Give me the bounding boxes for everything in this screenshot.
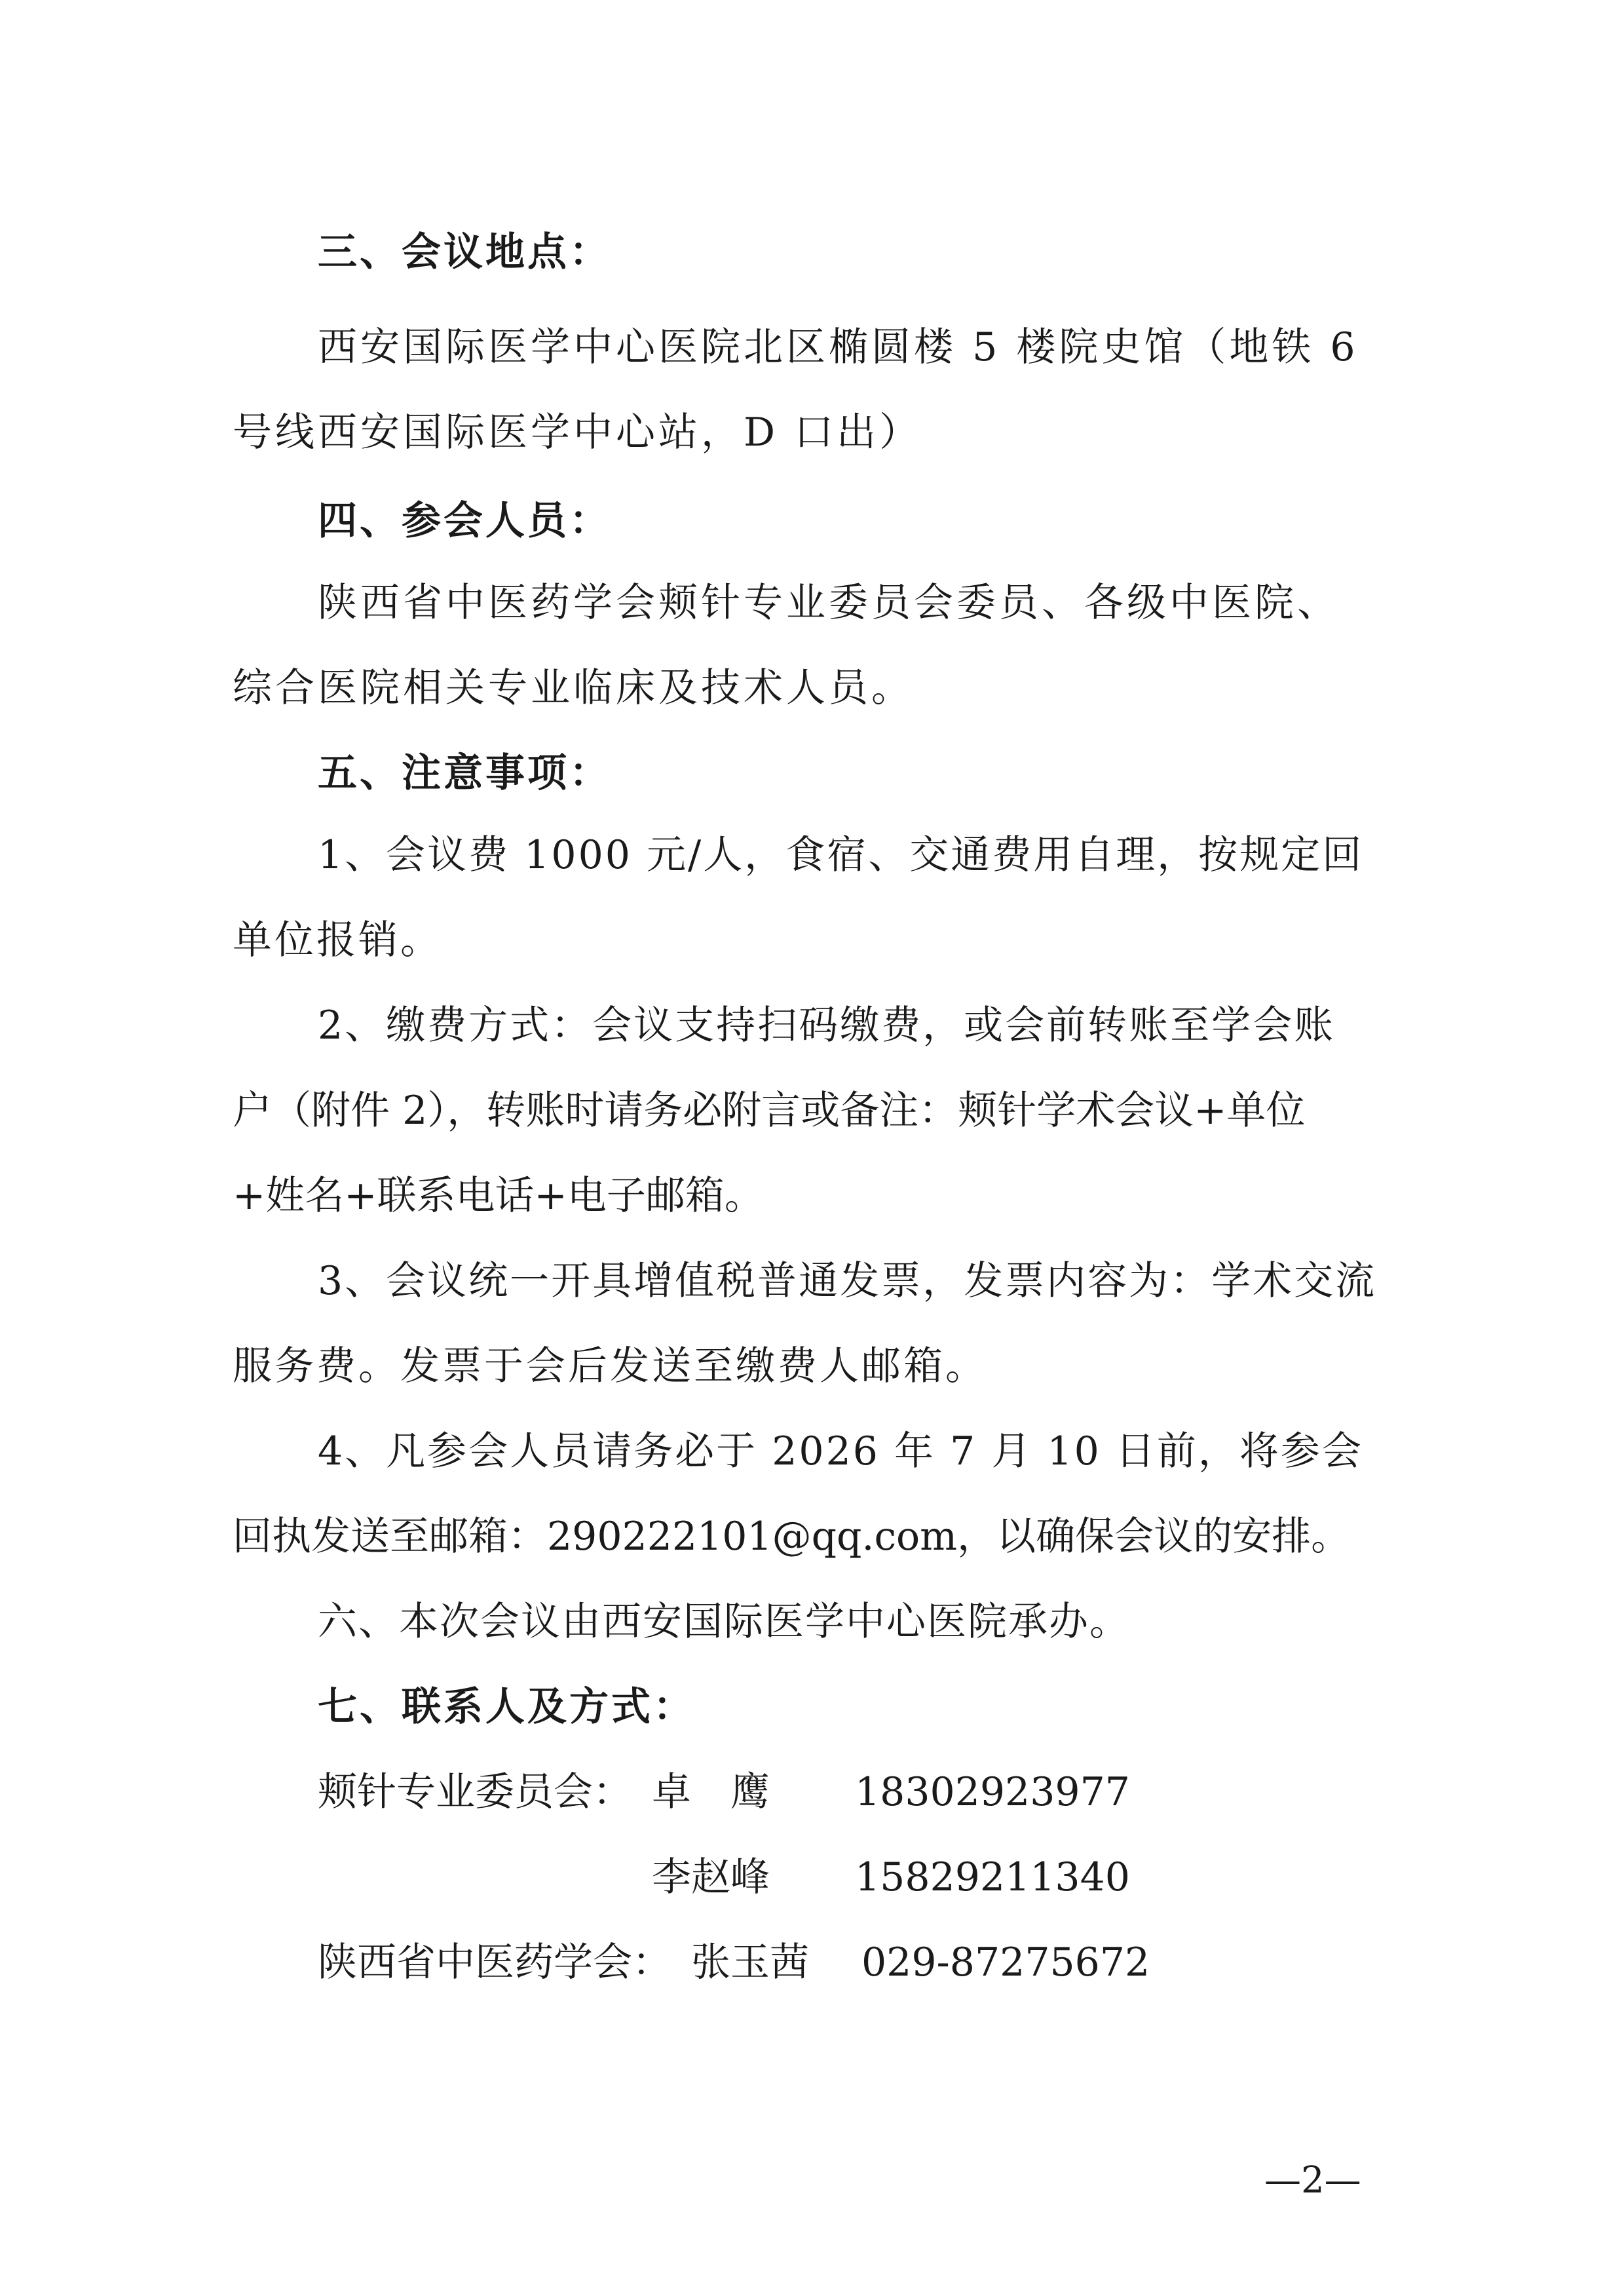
contact-org: 颊针专业委员会： bbox=[318, 1769, 632, 1815]
note-3-line-2: 服务费。发票于会后发送至缴费人邮箱。 bbox=[233, 1343, 987, 1389]
section-heading-participants: 四、参会人员： bbox=[318, 498, 611, 544]
note-2-line-2: 户（附件 2），转账时请务必附言或备注：颊针学术会议+单位 bbox=[233, 1088, 1306, 1134]
contact-org: 陕西省中医药学会： bbox=[318, 1940, 671, 1985]
contact-row bbox=[318, 1936, 1169, 1989]
note-4-line-2: 回执发送至邮箱：290222101@qq.com，以确保会议的安排。 bbox=[233, 1514, 1351, 1559]
note-2-line-3: +姓名+联系电话+电子邮箱。 bbox=[233, 1173, 764, 1219]
note-1-line-1: 1、会议费 1000 元/人，食宿、交通费用自理，按规定回 bbox=[318, 832, 1364, 878]
contact-name: 李赵峰 bbox=[652, 1854, 770, 1900]
contact-phone: 029-87275672 bbox=[861, 1940, 1150, 1985]
contact-row bbox=[318, 1766, 1169, 1818]
contact-phone: 15829211340 bbox=[855, 1854, 1130, 1900]
participants-line-1: 陕西省中医药学会颊针专业委员会委员、各级中医院、 bbox=[318, 580, 1340, 626]
contact-phone: 18302923977 bbox=[855, 1769, 1130, 1815]
participants-line-2: 综合医院相关专业临床及技术人员。 bbox=[233, 665, 914, 711]
venue-line-2: 号线西安国际医学中心站，D 口出） bbox=[233, 410, 922, 455]
section-host: 六、本次会议由西安国际医学中心医院承办。 bbox=[318, 1599, 1130, 1645]
contact-row bbox=[318, 1851, 1169, 1904]
page-number: —2— bbox=[1264, 2159, 1361, 2202]
note-3-line-1: 3、会议统一开具增值税普通发票，发票内容为：学术交流 bbox=[318, 1258, 1377, 1304]
note-2-line-1: 2、缴费方式：会议支持扫码缴费，或会前转账至学会账 bbox=[318, 1003, 1336, 1048]
note-1-line-2: 单位报销。 bbox=[233, 917, 442, 963]
section-heading-contacts: 七、联系人及方式： bbox=[318, 1684, 695, 1730]
section-heading-venue: 三、会议地点： bbox=[318, 229, 611, 275]
contact-name: 张玉茜 bbox=[691, 1940, 809, 1985]
contact-name: 卓 鹰 bbox=[652, 1769, 770, 1815]
note-4-line-1: 4、凡参会人员请务必于 2026 年 7 月 10 日前，将参会 bbox=[318, 1428, 1363, 1474]
venue-line-1: 西安国际医学中心医院北区椭圆楼 5 楼院史馆（地铁 6 bbox=[318, 324, 1359, 370]
section-heading-notes: 五、注意事项： bbox=[318, 750, 611, 796]
